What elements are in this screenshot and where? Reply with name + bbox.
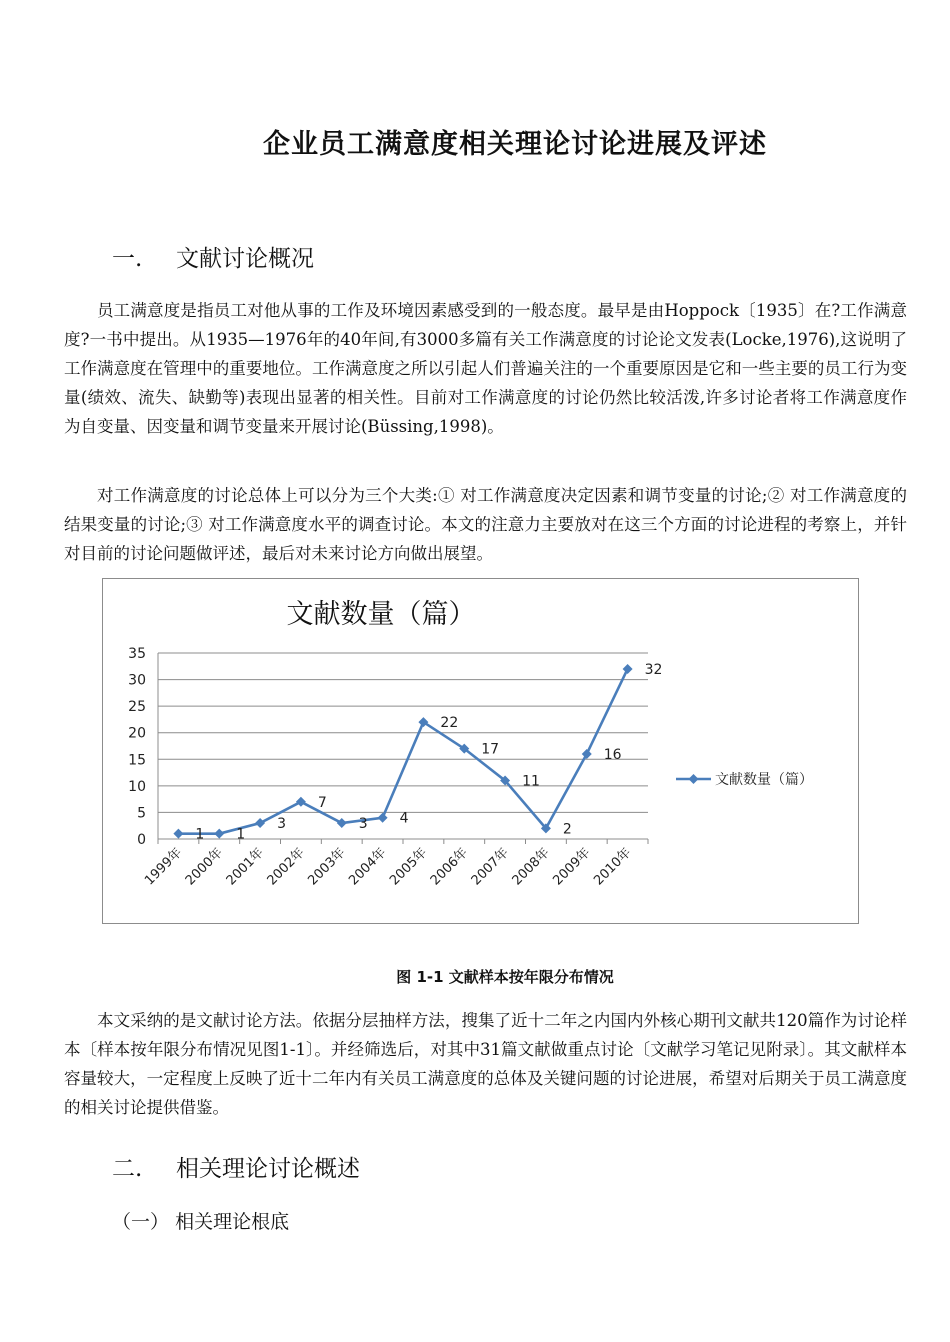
page-title: 企业员工满意度相关理论讨论进展及评述 [263, 129, 767, 160]
legend-marker [689, 774, 699, 784]
data-label: 7 [317, 794, 327, 811]
subsection-heading-1 [112, 1207, 289, 1234]
x-tick-label: 2009年 [550, 845, 594, 889]
data-point [296, 797, 306, 807]
x-tick-label: 2001年 [223, 845, 267, 889]
subsection-number: （一） [112, 1211, 170, 1233]
legend-label: 文献数量（篇） [715, 772, 813, 788]
x-tick-label: 2010年 [591, 845, 635, 889]
x-tick-label: 2003年 [305, 845, 349, 889]
x-tick-label: 2008年 [509, 845, 553, 889]
subsection-text: 相关理论根底 [175, 1211, 290, 1233]
data-label: 2 [562, 821, 572, 838]
section-heading-2 [112, 1150, 360, 1183]
data-point [623, 664, 633, 674]
data-label: 3 [358, 816, 368, 833]
data-label: 22 [440, 715, 459, 732]
data-label: 32 [644, 661, 663, 678]
data-point [173, 829, 183, 839]
data-point [378, 813, 388, 823]
chart-title: 文献数量（篇） [286, 599, 476, 630]
y-tick-label: 30 [128, 672, 146, 689]
y-tick-label: 15 [128, 752, 146, 769]
series-line [178, 669, 627, 834]
data-point [337, 818, 347, 828]
y-tick-label: 0 [137, 832, 146, 848]
data-label: 11 [522, 773, 540, 790]
x-tick-label: 2007年 [468, 845, 512, 889]
figure-caption: 图 1-1 文献样本按年限分布情况 [396, 968, 614, 986]
data-label: 16 [603, 746, 622, 763]
data-point [214, 829, 224, 839]
x-tick-label: 2002年 [264, 845, 308, 889]
paragraph-1: 员工满意度是指员工对他从事的工作及环境因素感受到的一般态度。最早是由Hoppock〔1935〕在?工作满意度?一书中提出。从1935—1976年的40年间,有3000多篇有关工作满意度的讨论论文发表(Locke,1976),这说明了工作满意度在管理中的重要地位。工作满意度之所以引起人们普遍关注的一个重要原因是它和一些主要的员工行为变量(绩效、流失、缺勤等)表现出显著的相关性。目前对工作满意度的讨论仍然比较活泼,许多讨论者将工作满意度作为自变量、因变量和调节变量来开展讨论(Büssing,1998)。 [64, 301, 907, 436]
paragraph-3: 本文采纳的是文献讨论方法。依据分层抽样方法，搜集了近十二年之内国内外核心期刊文献共120篇作为讨论样本〔样本按年限分布情况见图1-1〕。并经筛选后，对其中31篇文献做重点讨论〔文献学习笔记见附录〕。其文献样本容量较大，一定程度上反映了近十二年内有关员工满意度的总体及关键问题的讨论进展，希望对后期关于员工满意度的相关讨论提供借鉴。 [64, 1011, 907, 1117]
x-tick-label: 1999年 [142, 845, 186, 889]
data-point [255, 818, 265, 828]
y-tick-label: 35 [128, 646, 146, 662]
section-heading-1 [112, 240, 314, 273]
y-tick-label: 25 [128, 699, 146, 716]
line-chart [103, 579, 860, 925]
x-tick-label: 2005年 [387, 845, 431, 889]
chart-figure [102, 578, 859, 924]
data-label: 17 [481, 741, 500, 758]
paragraph-2: 对工作满意度的讨论总体上可以分为三个大类:① 对工作满意度决定因素和调节变量的讨论;② 对工作满意度的结果变量的讨论;③ 对工作满意度水平的调查讨论。本文的注意力主要放对在这三个方面的讨论进程的考察上，并针对目前的讨论问题做评述，最后对未来讨论方向做出展望。 [64, 486, 907, 563]
section-text: 文献讨论概况 [176, 246, 314, 272]
y-tick-label: 5 [137, 805, 146, 822]
x-tick-label: 2006年 [427, 845, 472, 889]
x-tick-label: 2000年 [182, 845, 227, 889]
data-label: 3 [277, 816, 287, 833]
data-point [582, 749, 592, 759]
data-label: 4 [399, 810, 409, 827]
x-tick-label: 2004年 [346, 845, 390, 889]
section-number: 二. [112, 1156, 143, 1182]
section-number: 一. [112, 246, 143, 272]
data-label: 1 [195, 826, 205, 843]
section-text: 相关理论讨论概述 [176, 1156, 360, 1182]
data-label: 1 [236, 826, 246, 843]
y-tick-label: 10 [128, 778, 146, 795]
y-tick-label: 20 [128, 725, 146, 742]
